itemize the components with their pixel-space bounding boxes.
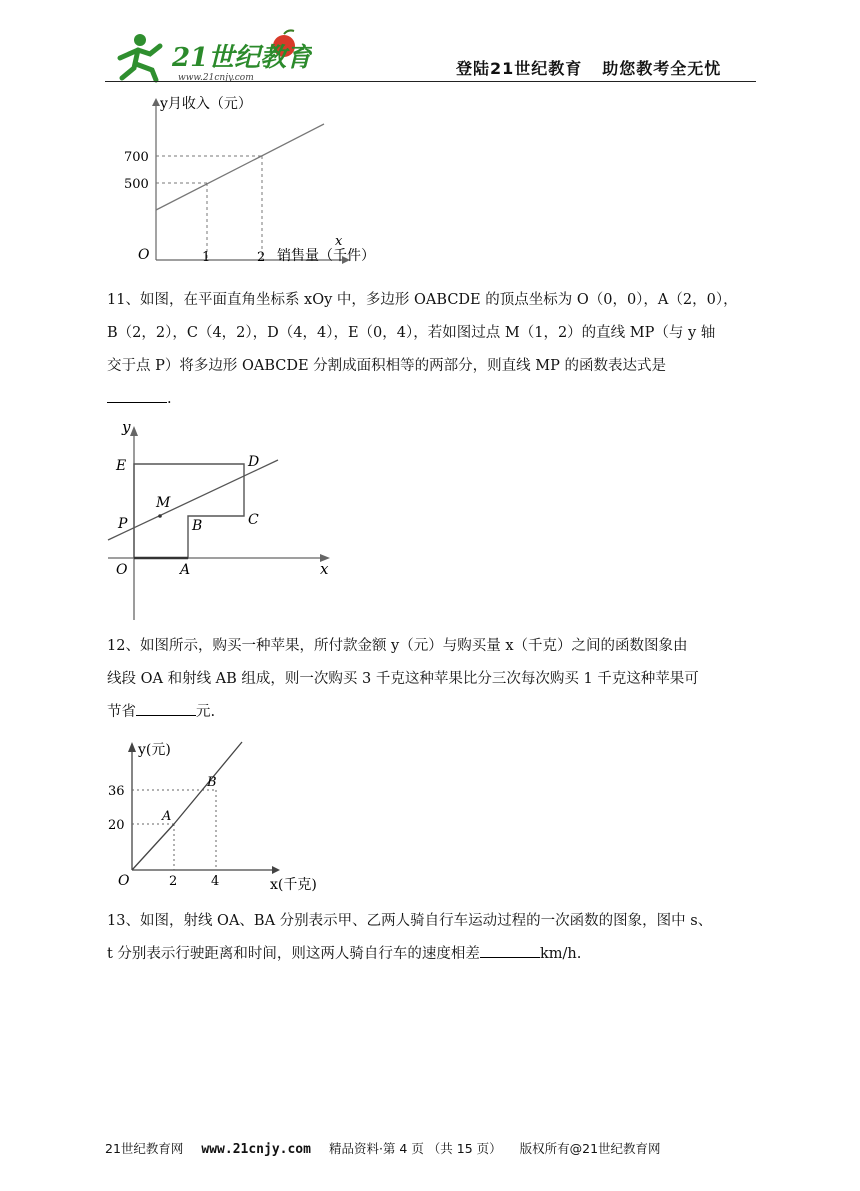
x-axis-arrow	[272, 866, 280, 874]
footer-site-name: 21世纪教育网	[105, 1141, 184, 1156]
q12-line-3: 节省 元.	[107, 696, 759, 729]
x-axis-unit: 销售量（千件）	[277, 248, 375, 264]
runner-icon	[120, 34, 160, 80]
slogan-tagline: 助您教考全无忧	[602, 59, 722, 78]
question-12	[107, 630, 759, 729]
y-tick-500: 500	[124, 177, 149, 192]
page-footer	[105, 1139, 675, 1157]
header-divider	[105, 81, 756, 82]
q12-line-1: 12、如图所示，购买一种苹果，所付款金额 y（元）与购买量 x（千克）之间的函数图象由	[107, 638, 688, 654]
figure-polygon	[100, 420, 340, 625]
question-11	[107, 284, 759, 416]
answer-blank[interactable]	[480, 943, 540, 958]
y-axis-label: y(元)	[138, 742, 171, 758]
y-axis-label: y	[122, 420, 131, 436]
x-tick-1: 1	[202, 250, 211, 265]
label-a: A	[180, 562, 191, 578]
y-tick-700: 700	[124, 150, 149, 165]
label-b: B	[192, 518, 203, 534]
label-o: O	[116, 562, 128, 578]
origin-label: O	[138, 247, 150, 263]
label-d: D	[248, 454, 260, 470]
label-a: A	[162, 809, 172, 824]
label-e: E	[116, 458, 127, 474]
y-axis-arrow	[130, 426, 138, 436]
x-tick-4: 4	[211, 874, 220, 889]
q11-line-1: 11、如图，在平面直角坐标系 xOy 中，多边形 OABCDE 的顶点坐标为 O（0，0），A（2，0），	[107, 292, 738, 308]
footer-copyright: 版权所有@21世纪教育网	[519, 1141, 661, 1156]
footer-site-url[interactable]: www.21cnjy.com	[201, 1142, 311, 1157]
x-axis-label: x(千克)	[270, 877, 317, 893]
label-m: M	[156, 495, 171, 511]
point-m	[158, 514, 162, 518]
segment-oa	[132, 824, 174, 870]
logo-text: 21世纪教育	[172, 43, 312, 73]
y-axis-arrow	[152, 98, 160, 106]
answer-blank[interactable]	[136, 701, 196, 716]
q13-line-2: t 分别表示行驶距离和时间，则这两人骑自行车的速度相差 km/h.	[107, 938, 759, 971]
header-slogan	[456, 56, 721, 79]
question-13	[107, 905, 759, 971]
x-tick-2: 2	[257, 250, 266, 265]
income-line	[156, 124, 324, 210]
q13-line-1: 13、如图，射线 OA、BA 分别表示甲、乙两人骑自行车运动过程的一次函数的图象，图中 s、	[107, 913, 713, 929]
y-axis-label: y月收入（元）	[160, 96, 252, 112]
label-c: C	[248, 512, 259, 528]
label-p: P	[118, 516, 128, 532]
slogan-login: 登陆21世纪教育	[456, 59, 583, 78]
site-logo	[112, 28, 312, 84]
y-axis-arrow	[128, 742, 136, 752]
answer-blank[interactable]	[107, 388, 167, 403]
x-axis-label: x	[320, 560, 329, 578]
logo-url: www.21cnjy.com	[178, 73, 254, 83]
footer-page-info: 精品资料·第 4 页 （共 15 页）	[328, 1141, 502, 1156]
y-tick-20: 20	[108, 818, 125, 833]
polygon-oabcde	[134, 464, 244, 558]
q11-line-3: 交于点 P）将多边形 OABCDE 分割成面积相等的两部分，则直线 MP 的函数表达式是	[107, 358, 666, 374]
origin-label: O	[118, 873, 130, 889]
y-tick-36: 36	[108, 784, 125, 799]
figure-apple-price	[104, 736, 354, 896]
x-axis-label: x	[335, 234, 343, 249]
q12-line-2: 线段 OA 和射线 AB 组成，则一次购买 3 千克这种苹果比分三次每次购买 1 千克这种苹果可	[107, 671, 699, 687]
label-b: B	[207, 775, 217, 790]
figure-income-chart	[120, 88, 380, 273]
q11-line-4: .	[107, 383, 759, 416]
q11-line-2: B（2，2），C（4，2），D（4，4），E（0，4），若如图过点 M（1，2）的直线 MP（与 y 轴	[107, 325, 716, 341]
x-tick-2: 2	[169, 874, 178, 889]
